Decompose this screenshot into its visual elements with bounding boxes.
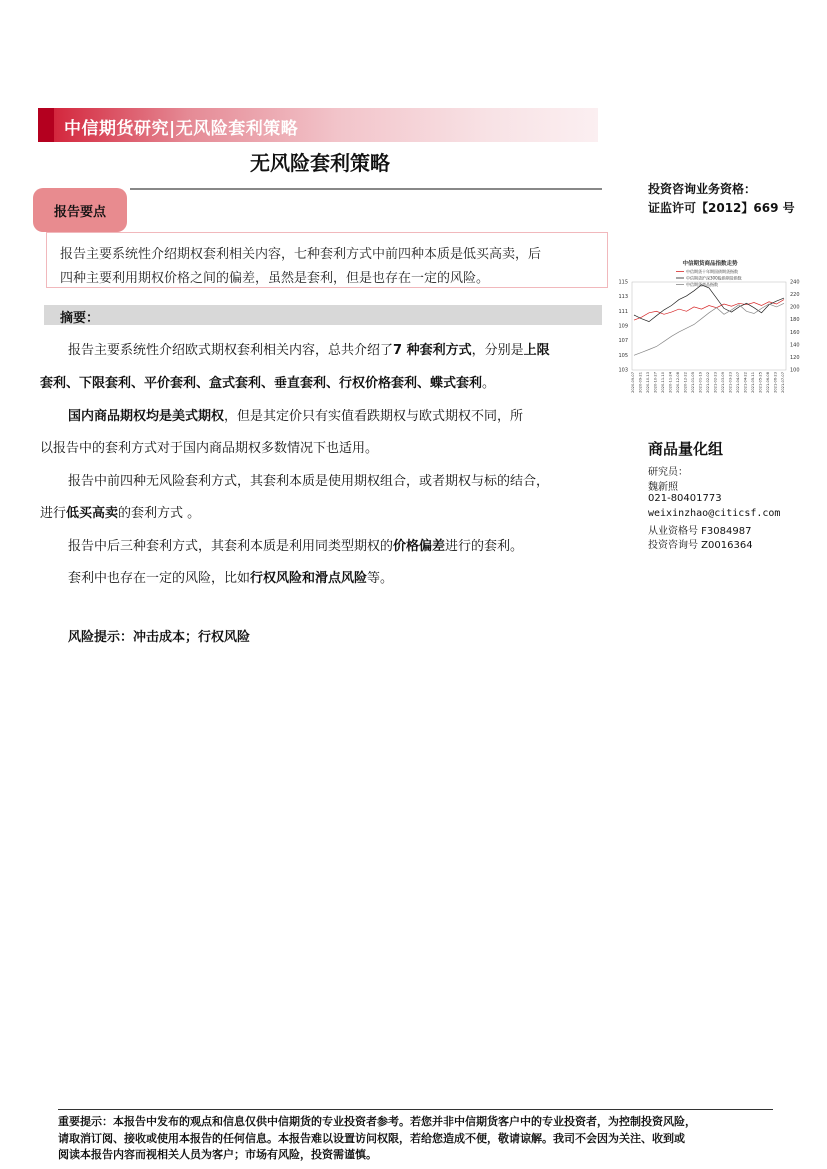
x-tick-label: 2021-02-23 [713,372,718,393]
x-tick-label: 2021-01-19 [698,372,703,393]
x-tick-label: 2020-09-07 [631,372,635,393]
series-line [634,300,784,321]
left-tick-label: 113 [618,294,628,301]
summary-paragraph-3: 报告中前四种无风险套利方式，其套利本质是使用期权组合，或者期权与标的结合， [68,474,550,489]
banner-title: 中信期货研究|无风险套利策略 [64,119,299,139]
right-axis [790,280,800,374]
left-axis [618,280,628,374]
x-tick-label: 2021-03-09 [721,372,725,393]
x-tick-label: 2020-10-27 [653,372,658,393]
summary-paragraph-5 [68,567,393,586]
x-tick-label: 2021-04-22 [743,372,748,393]
disclaimer-line-3: 阅读本报告内容而视相关人员为客户；市场有风险，投资需谨慎。 [58,1148,377,1161]
left-tick-label: 115 [618,279,628,286]
x-tick-label: 2021-05-11 [751,372,755,393]
summary-paragraph-1 [68,339,550,358]
p4-text-b: 价格偏差 [393,539,446,554]
p1-text-c: ，分别是 [471,343,524,358]
x-tick-label: 2021-04-07 [736,372,740,393]
legend-entry: 中信期货沪深300股指期货指数 [686,275,742,281]
x-tick-label: 2020-12-08 [676,372,680,393]
x-tick-label: 2020-11-10 [661,372,665,393]
left-tick-label: 107 [618,338,628,345]
practice-number: 从业资格号 F3084987 [648,526,752,537]
p3-text-d: 的套利方式 。 [118,506,201,521]
right-tick-label: 120 [790,354,800,361]
p5-text-a: 套利中也存在一定的风险，比如 [68,571,251,586]
p4-text-c: 进行的套利。 [445,539,524,554]
consult-number: 投资咨询号 Z0016364 [648,540,753,551]
summary-paragraph-2 [68,405,523,424]
p1-text-e: 套利、下限套利、平价套利、盒式套利、垂直套利、行权价格套利、蝶式套利 [40,376,483,391]
right-tick-label: 240 [790,279,800,286]
x-tick-label: 2021-02-02 [706,372,710,393]
left-tick-label: 111 [618,308,628,315]
legend-entry: 中信期货十年期国债期货指数 [686,269,738,274]
summary-paragraph-2-cont: 以报告中的套利方式对于国内商品期权多数情况下也适用。 [40,441,379,456]
key-points-label: 报告要点 [53,204,106,220]
researcher-label: 研究员： [648,467,688,478]
key-points-line-1: 报告主要系统性介绍期权套利相关内容，七种套利方式中前四种本质是低买高卖，后 [60,247,542,262]
x-tick-label: 2021-05-25 [758,372,763,393]
p2-text-a: 国内商品期权均是美式期权 [68,409,225,424]
summary-label: 摘要： [60,311,100,326]
x-tick-label: 2021-01-05 [691,372,695,393]
banner-accent [38,108,54,142]
right-tick-label: 220 [790,292,800,299]
p3-text-c: 低买高卖 [66,506,119,521]
chart-legend [676,268,742,287]
p1-text-a: 报告主要系统性介绍欧式期权套利相关内容，总共介绍了 [68,343,394,358]
index-trend-chart [612,254,808,414]
p1-text-b: 7 种套利方式 [393,343,472,358]
title-divider [130,188,602,190]
left-tick-label: 103 [618,367,628,374]
x-tick-label: 2021-06-23 [773,372,778,393]
summary-header-bar [44,305,602,325]
x-tick-label: 2021-07-07 [781,372,785,393]
x-tick-label: 2020-12-22 [683,372,688,393]
disclaimer-line-1: 重要提示：本报告中发布的观点和信息仅供中信期货的专业投资者参考。若您并非中信期货客户中的专业投资者，为控制投资风险， [58,1115,696,1128]
p2-text-b: ，但是其定价只有实值看跌期权与欧式期权不同，所 [224,409,524,424]
p5-text-c: 等。 [367,571,394,586]
page-title: 无风险套利策略 [250,151,390,175]
left-tick-label: 109 [618,323,628,330]
risk-notice: 风险提示：冲击成本；行权风险 [68,630,251,645]
summary-paragraph-3-cont [40,502,200,521]
chart-title: 中信期货商品指数走势 [682,261,738,267]
x-tick-label: 2020-10-13 [646,372,650,393]
legend-entry: 中信期货商品指数 [686,282,718,287]
qualification-license: 证监许可【2012】669 号 [648,201,795,215]
p1-text-f: 。 [482,376,496,391]
p5-text-b: 行权风险和滑点风险 [250,571,368,586]
series-line [634,285,784,322]
p4-text-a: 报告中后三种套利方式，其套利本质是利用同类型期权的 [68,539,394,554]
right-tick-label: 180 [790,317,800,324]
researcher-email[interactable]: weixinzhao@citicsf.com [648,508,781,519]
x-tick-label: 2020-09-21 [638,372,643,393]
x-tick-label: 2020-11-24 [668,372,673,393]
right-tick-label: 160 [790,329,800,336]
researcher-name: 魏新照 [648,482,678,493]
x-tick-label: 2021-06-08 [766,372,770,393]
key-points-line-2: 四种主要利用期权价格之间的偏差，虽然是套利，但是也存在一定的风险。 [60,271,490,286]
left-tick-label: 105 [618,352,628,359]
right-tick-label: 140 [790,342,800,349]
disclaimer-line-2: 请取消订阅、接收或使用本报告的任何信息。本报告难以设置访问权限，若给您造成不便，敬请谅解。我司不会因为关注、收到或 [58,1132,685,1145]
plot-frame [632,282,786,370]
disclaimer-divider [58,1109,773,1110]
x-axis [631,371,785,393]
p3-text-b: 进行 [40,506,67,521]
right-tick-label: 200 [790,304,800,311]
key-points-tab [33,188,127,232]
p1-text-d: 上限 [523,343,550,358]
right-tick-label: 100 [790,367,800,374]
qualification-label: 投资咨询业务资格： [648,182,757,196]
researcher-phone: 021-80401773 [648,493,722,504]
x-tick-label: 2021-03-23 [728,372,733,393]
series-lines [634,285,784,355]
team-title: 商品量化组 [648,440,724,458]
summary-paragraph-1-cont [40,372,495,391]
summary-paragraph-4 [68,535,523,554]
